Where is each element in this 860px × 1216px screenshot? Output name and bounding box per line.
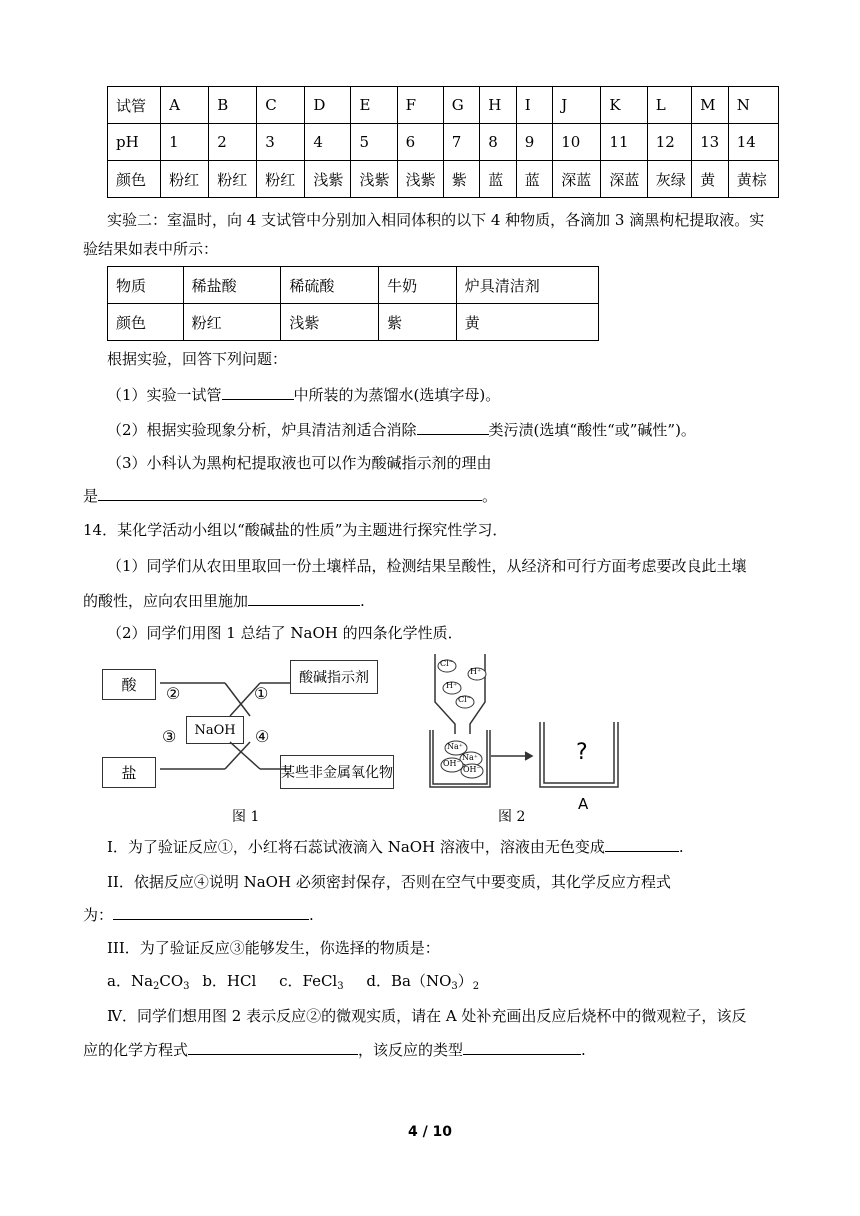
page-number: 4 / 10: [407, 1124, 453, 1140]
table-cell: 颜色: [108, 304, 184, 341]
fig1-oxide-box: 某些非金属氧化物: [280, 755, 394, 789]
figure-2-drawing: [425, 652, 625, 817]
table-row: [108, 267, 599, 304]
q3-end: 。: [482, 487, 498, 505]
problem-14-title: 14．某化学活动小组以“酸碱盐的性质”为主题进行探究性学习．: [83, 521, 508, 539]
table-cell: 物质: [108, 267, 184, 304]
table-cell: 紫: [379, 304, 457, 341]
table-cell: 粉红: [183, 304, 281, 341]
table-cell: 1: [161, 124, 209, 161]
item-II-line2: [83, 903, 314, 926]
option-d: d．$Ba(NO_3)_2$: [366, 972, 480, 992]
table-cell: 粉红: [209, 161, 257, 198]
item-III-options: [107, 970, 479, 998]
table-cell: 粉红: [161, 161, 209, 198]
exp2-line1: 实验二：室温时，向 4 支试管中分别加入相同体积的以下 4 种物质，各滴加 3 滴黑枸杞提取液。实: [107, 211, 765, 229]
q1-text-b: 中所装的为蒸馏水(选填字母)。: [293, 386, 501, 404]
table-cell: 紫: [443, 161, 480, 198]
question-3: （3）小科认为黑枸杞提取液也可以作为酸碱指示剂的理由: [107, 454, 492, 472]
item-II-end: .: [309, 906, 314, 924]
q2-text-b: 类污渍(选填“酸性“或”碱性”)。: [488, 421, 696, 439]
fig2-ion-7: OH⁻: [443, 759, 461, 768]
table-row: [108, 161, 779, 198]
option-b: b．HCl: [202, 972, 257, 990]
p14-s1-line1: （1）同学们从农田里取回一份土壤样品，检测结果呈酸性，从经济和可行方面考虑要改良此土壤: [107, 557, 747, 575]
table-cell: 5: [351, 124, 397, 161]
table-cell: B: [209, 87, 257, 124]
exp2-line2: 验结果如表中所示：: [83, 240, 219, 258]
table-cell: 7: [443, 124, 480, 161]
table-cell: 深蓝: [553, 161, 601, 198]
table-cell: 浅紫: [305, 161, 351, 198]
table-cell: J: [553, 87, 601, 124]
table-cell: C: [257, 87, 305, 124]
table-cell: 3: [257, 124, 305, 161]
table-cell: 13: [692, 124, 729, 161]
item-III: III．为了验证反应③能够发生，你选择的物质是：: [107, 939, 440, 957]
table-row: [108, 304, 599, 341]
question-1: [107, 383, 500, 406]
table-cell: 4: [305, 124, 351, 161]
fig1-num-3: ③: [162, 727, 177, 746]
table-cell: 颜色: [108, 161, 161, 198]
fig1-naoh-box: NaOH: [186, 716, 244, 744]
item-IV-type-blank[interactable]: [463, 1038, 581, 1055]
substance-color-table: [107, 266, 599, 341]
table-cell: L: [647, 87, 691, 124]
item-IV-text-b: ，该反应的类型: [358, 1041, 464, 1059]
q1-text-a: （1）实验一试管: [107, 386, 222, 404]
fig2-question-mark: ?: [576, 740, 588, 765]
table-cell: K: [601, 87, 647, 124]
table-cell: 10: [553, 124, 601, 161]
item-IV-line1: Ⅳ．同学们想用图 2 表示反应②的微观实质，请在 A 处补充画出反应后烧杯中的微观粒子，该反: [107, 1007, 747, 1025]
question-3-answer: [83, 484, 497, 507]
table-cell: 炉具清洁剂: [456, 267, 598, 304]
table-cell: 灰绿: [647, 161, 691, 198]
table-cell: I: [516, 87, 553, 124]
table-cell: 8: [480, 124, 517, 161]
table-cell: M: [692, 87, 729, 124]
table-cell: N: [728, 87, 778, 124]
item-I-blank[interactable]: [605, 835, 679, 852]
fig1-num-2: ②: [166, 684, 181, 703]
q3-answer-blank[interactable]: [98, 484, 482, 501]
table-cell: 14: [728, 124, 778, 161]
table-row: [108, 124, 779, 161]
fig2-ion-6: Na⁺: [462, 753, 478, 762]
table-cell: 2: [209, 124, 257, 161]
table-cell: 蓝: [516, 161, 553, 198]
table-cell: 蓝: [480, 161, 517, 198]
item-II-text: 为：: [83, 906, 114, 924]
item-I: [107, 835, 684, 858]
table-cell: 黄: [692, 161, 729, 198]
item-IV-equation-blank[interactable]: [188, 1038, 358, 1055]
fig2-caption: 图 2: [498, 809, 526, 825]
option-a: a．$Na_2CO_3$: [107, 972, 190, 992]
fig1-acid-box: 酸: [102, 669, 156, 700]
fig2-ion-4: Cl⁻: [458, 695, 471, 704]
q1-answer-blank[interactable]: [222, 383, 294, 400]
table-cell: H: [480, 87, 517, 124]
item-II-line1: II．依据反应④说明 NaOH 必须密封保存，否则在空气中要变质，其化学反应方程式: [107, 873, 671, 891]
item-I-end: .: [678, 838, 684, 856]
table-cell: 黄: [456, 304, 598, 341]
table-cell: 浅紫: [281, 304, 379, 341]
table-cell: 12: [647, 124, 691, 161]
item-IV-end: .: [581, 1041, 586, 1059]
fig1-salt-box: 盐: [102, 757, 156, 788]
fig1-caption: 图 1: [232, 809, 260, 825]
table-cell: 试管: [108, 87, 161, 124]
item-II-blank[interactable]: [113, 903, 309, 920]
p14-s1-end: .: [360, 592, 365, 610]
item-IV-line2: [83, 1038, 586, 1061]
p14-s2: （2）同学们用图 1 总结了 NaOH 的四条化学性质．: [107, 624, 463, 642]
table-cell: 9: [516, 124, 553, 161]
q2-text-a: （2）根据实验现象分析，炉具清洁剂适合消除: [107, 421, 417, 439]
table-cell: 6: [397, 124, 443, 161]
fig2-ion-2: H⁺: [470, 667, 482, 676]
table-cell: A: [161, 87, 209, 124]
q3-text-b: 是: [83, 487, 99, 505]
table-cell: 深蓝: [601, 161, 647, 198]
table-cell: 粉红: [257, 161, 305, 198]
ph-color-table: [107, 86, 779, 198]
p14-s1-blank[interactable]: [248, 589, 360, 606]
table-cell: 浅紫: [397, 161, 443, 198]
question-2: [107, 418, 696, 441]
fig1-indicator-box: 酸碱指示剂: [290, 660, 378, 694]
table-cell: 稀盐酸: [183, 267, 281, 304]
fig1-num-1: ①: [254, 684, 269, 703]
table-row: [108, 87, 779, 124]
fig2-ion-5: Na⁺: [447, 742, 463, 751]
item-I-text: I．为了验证反应①，小红将石蕊试液滴入 NaOH 溶液中，溶液由无色变成: [107, 838, 605, 856]
table-cell: pH: [108, 124, 161, 161]
table-cell: G: [443, 87, 480, 124]
table-cell: 牛奶: [379, 267, 457, 304]
fig2-ion-3: H⁺: [446, 681, 458, 690]
q2-answer-blank[interactable]: [417, 418, 489, 435]
fig2-ion-8: OH⁻: [463, 765, 481, 774]
table-cell: 11: [601, 124, 647, 161]
table-cell: 黄棕: [728, 161, 778, 198]
option-c: c．FeCl$_3$: [279, 972, 344, 992]
table-cell: 浅紫: [351, 161, 397, 198]
table-cell: F: [397, 87, 443, 124]
table-cell: E: [351, 87, 397, 124]
item-IV-text-a: 应的化学方程式: [83, 1041, 189, 1059]
fig2-ion-1: Cl⁻: [440, 659, 453, 668]
table-cell: 稀硫酸: [281, 267, 379, 304]
p14-s1-text: 的酸性，应向农田里施加: [83, 592, 249, 610]
table-cell: D: [305, 87, 351, 124]
questions-intro: 根据实验，回答下列问题：: [107, 350, 288, 368]
p14-s1-line2: [83, 589, 365, 612]
fig2-label-a: A: [578, 795, 589, 813]
fig1-num-4: ④: [255, 727, 270, 746]
